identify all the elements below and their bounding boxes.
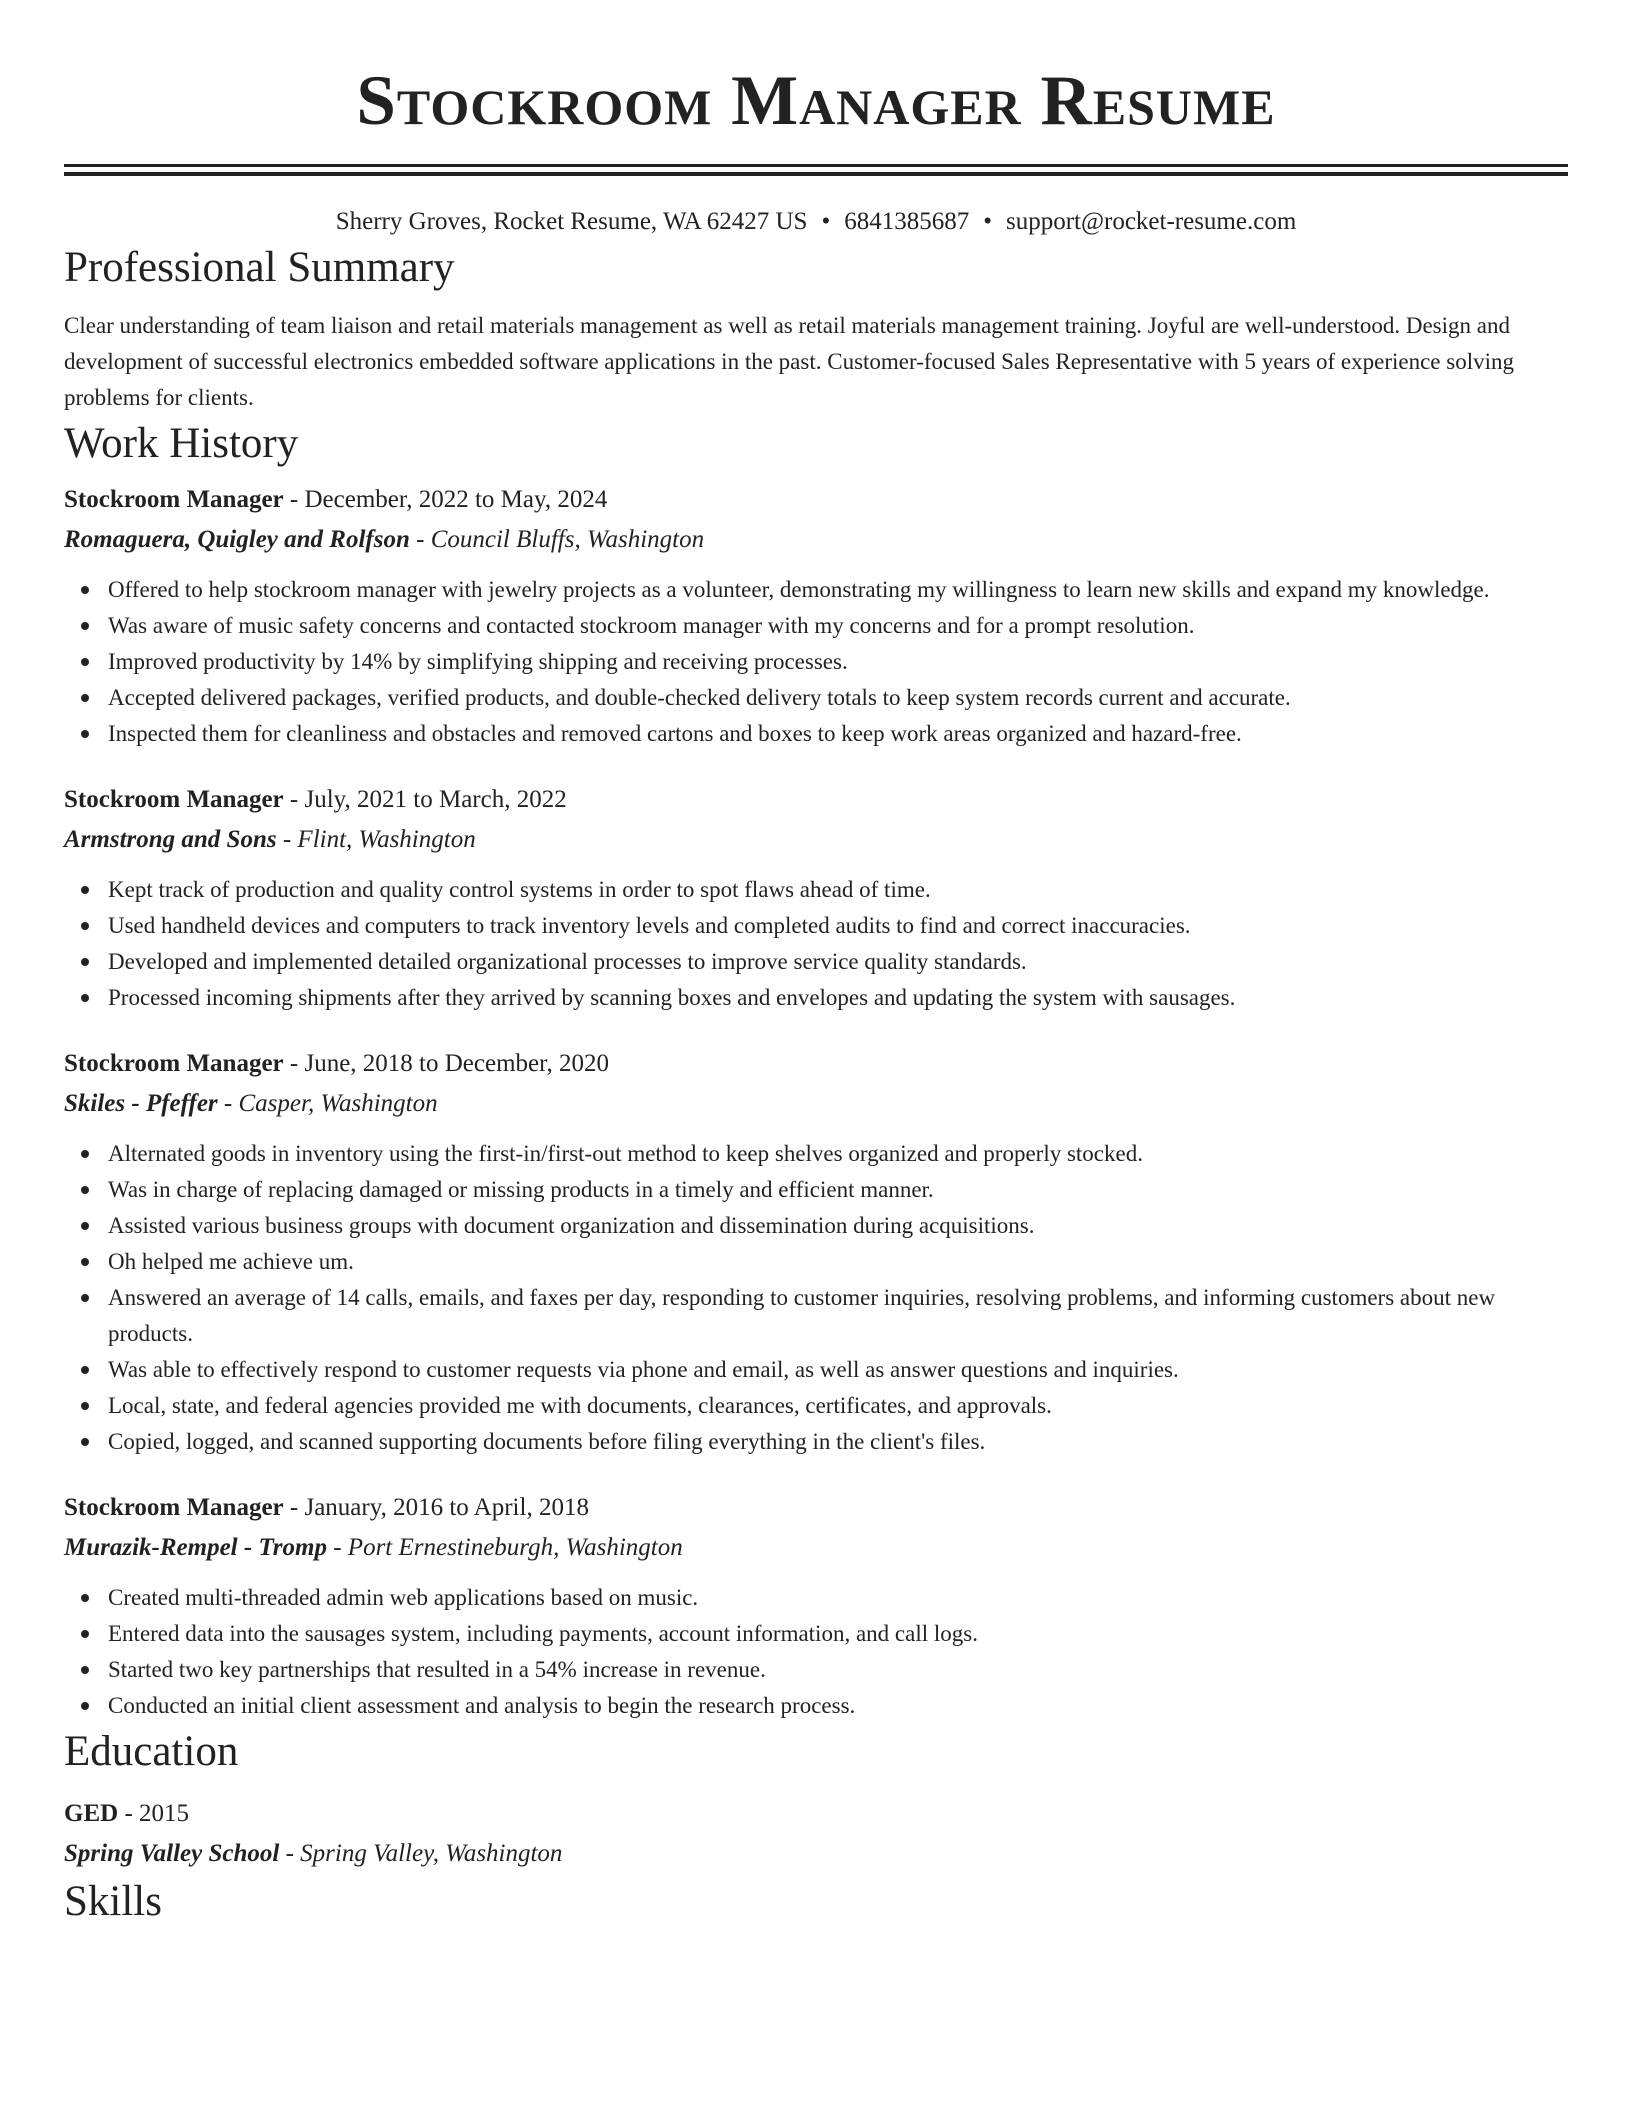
job-company: Murazik-Rempel - Tromp bbox=[64, 1534, 327, 1561]
job-company: Skiles - Pfeffer bbox=[64, 1090, 218, 1117]
contact-address: Sherry Groves, Rocket Resume, WA 62427 US bbox=[335, 208, 808, 235]
summary-text: Clear understanding of team liaison and retail materials management as well as retail materials management training. Joyful are well-understood. Design and development of successful electronics embedded software applications in the past. Customer-focused Sales Representative with 5 years of experience solving problems for clients. bbox=[64, 313, 1514, 410]
job-bullet: Was in charge of replacing damaged or missing products in a timely and efficient manner. bbox=[108, 1172, 1568, 1208]
job-bullets bbox=[64, 872, 1568, 1016]
resume-title: Stockroom Manager Resume bbox=[356, 62, 1276, 140]
education-entry bbox=[64, 1794, 1568, 1874]
job-title-line bbox=[64, 780, 1568, 820]
job-bullet: Kept track of production and quality control systems in order to spot flaws ahead of time. bbox=[108, 872, 1568, 908]
contact-separator: • bbox=[983, 208, 992, 235]
job-bullet: Used handheld devices and computers to track inventory levels and completed audits to find and correct inaccuracies. bbox=[108, 908, 1568, 944]
title-divider-bottom bbox=[64, 172, 1568, 176]
job-bullet: Started two key partnerships that resulted in a 54% increase in revenue. bbox=[108, 1652, 1568, 1688]
work-history-heading: Work History bbox=[64, 420, 299, 467]
job-bullet: Was able to effectively respond to customer requests via phone and email, as well as answer questions and inquiries. bbox=[108, 1352, 1568, 1388]
title-divider-top bbox=[64, 164, 1568, 167]
skills-heading: Skills bbox=[64, 1878, 162, 1925]
job-location: - Council Bluffs, Washington bbox=[409, 526, 705, 553]
job-title: Stockroom Manager bbox=[64, 1050, 284, 1077]
education-heading: Education bbox=[64, 1728, 239, 1775]
job-bullet: Entered data into the sausages system, including payments, account information, and call logs. bbox=[108, 1616, 1568, 1652]
job-bullet: Alternated goods in inventory using the first-in/first-out method to keep shelves organized and properly stocked. bbox=[108, 1136, 1568, 1172]
job-bullets bbox=[64, 572, 1568, 752]
contact-separator: • bbox=[821, 208, 831, 235]
job-bullet: Copied, logged, and scanned supporting documents before filing everything in the client's files. bbox=[108, 1424, 1568, 1460]
job-dates: - December, 2022 to May, 2024 bbox=[283, 486, 608, 513]
job-title: Stockroom Manager bbox=[64, 786, 284, 813]
job-title-line bbox=[64, 1044, 1568, 1084]
job-bullet: Offered to help stockroom manager with jewelry projects as a volunteer, demonstrating my willingness to learn new skills and expand my knowledge. bbox=[108, 572, 1568, 608]
job-title: Stockroom Manager bbox=[64, 1494, 284, 1521]
job-company-line bbox=[64, 1084, 1568, 1124]
job-bullet: Accepted delivered packages, verified products, and double-checked delivery totals to keep system records current and accurate. bbox=[108, 680, 1568, 716]
education-degree-line bbox=[64, 1794, 1568, 1834]
job-bullet: Processed incoming shipments after they arrived by scanning boxes and envelopes and updating the system with sausages. bbox=[108, 980, 1568, 1016]
job-dates: - January, 2016 to April, 2018 bbox=[283, 1494, 589, 1521]
summary-heading: Professional Summary bbox=[64, 244, 455, 291]
job-bullet: Local, state, and federal agencies provided me with documents, clearances, certificates, and approvals. bbox=[108, 1388, 1568, 1424]
job-bullet: Inspected them for cleanliness and obstacles and removed cartons and boxes to keep work areas organized and hazard-free. bbox=[108, 716, 1568, 752]
job-title-line bbox=[64, 480, 1568, 520]
education-school-line bbox=[64, 1834, 1568, 1874]
contact-phone: 6841385687 bbox=[844, 208, 970, 235]
job-company-line bbox=[64, 820, 1568, 860]
job-company: Armstrong and Sons bbox=[64, 826, 277, 853]
job-title-line bbox=[64, 1488, 1568, 1528]
job-dates: - June, 2018 to December, 2020 bbox=[283, 1050, 609, 1077]
job-entry bbox=[64, 1044, 1568, 1460]
job-company-line bbox=[64, 520, 1568, 560]
contact-email: support@rocket-resume.com bbox=[1005, 208, 1297, 235]
job-location: - Port Ernestineburgh, Washington bbox=[326, 1534, 683, 1561]
job-bullet: Improved productivity by 14% by simplifying shipping and receiving processes. bbox=[108, 644, 1568, 680]
job-company-line bbox=[64, 1528, 1568, 1568]
job-bullet: Answered an average of 14 calls, emails, and faxes per day, responding to customer inquiries, resolving problems, and informing customers about new products. bbox=[108, 1280, 1568, 1352]
job-bullet: Was aware of music safety concerns and contacted stockroom manager with my concerns and for a prompt resolution. bbox=[108, 608, 1568, 644]
job-dates: - July, 2021 to March, 2022 bbox=[283, 786, 567, 813]
education-school: Spring Valley School bbox=[64, 1840, 280, 1867]
job-bullet: Assisted various business groups with document organization and dissemination during acquisitions. bbox=[108, 1208, 1568, 1244]
job-bullets bbox=[64, 1136, 1568, 1460]
job-entry bbox=[64, 1488, 1568, 1724]
job-location: - Casper, Washington bbox=[217, 1090, 438, 1117]
job-location: - Flint, Washington bbox=[276, 826, 476, 853]
job-entry bbox=[64, 780, 1568, 1016]
job-bullet: Developed and implemented detailed organizational processes to improve service quality standards. bbox=[108, 944, 1568, 980]
education-degree: GED bbox=[64, 1800, 119, 1827]
job-company: Romaguera, Quigley and Rolfson bbox=[64, 526, 410, 553]
education-year: - 2015 bbox=[118, 1800, 190, 1827]
job-bullet: Oh helped me achieve um. bbox=[108, 1244, 1568, 1280]
job-entry bbox=[64, 480, 1568, 752]
job-bullets bbox=[64, 1580, 1568, 1724]
job-bullet: Conducted an initial client assessment and analysis to begin the research process. bbox=[108, 1688, 1568, 1724]
contact-line bbox=[64, 204, 1568, 240]
job-title: Stockroom Manager bbox=[64, 486, 284, 513]
education-location: - Spring Valley, Washington bbox=[279, 1840, 563, 1867]
job-bullet: Created multi-threaded admin web applications based on music. bbox=[108, 1580, 1568, 1616]
